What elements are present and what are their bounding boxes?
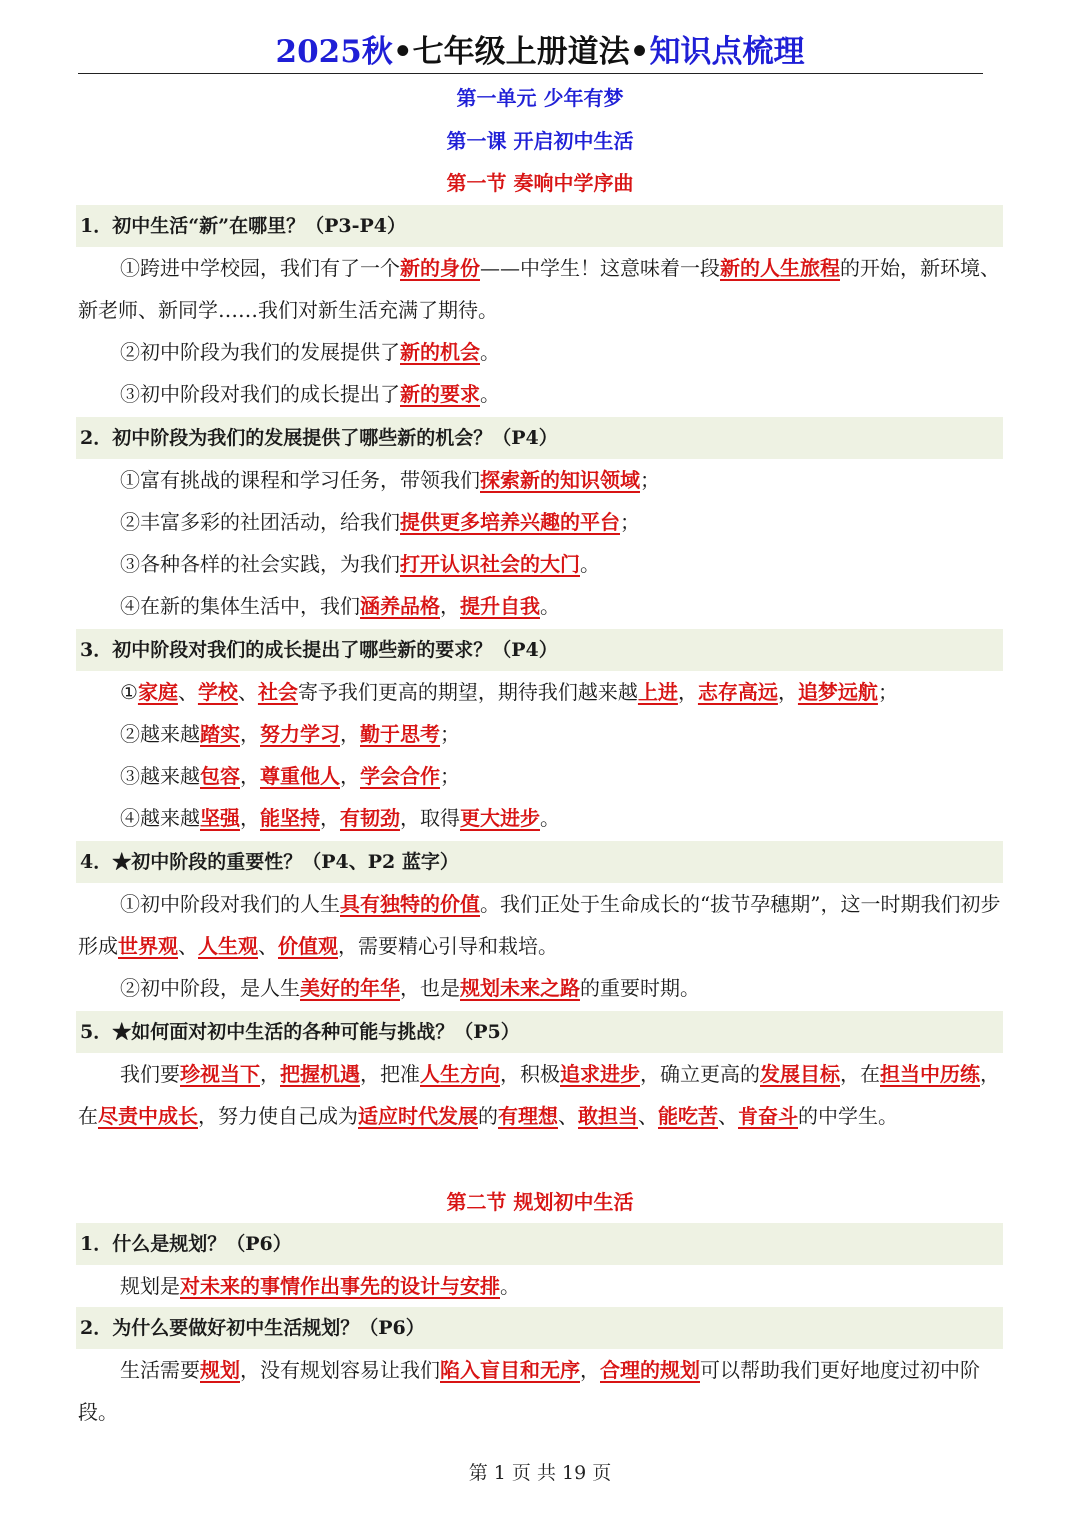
plain-text: ，	[777, 680, 798, 704]
plain-text: 的中学生。	[798, 1104, 898, 1128]
keyword-highlight: 提供更多培养兴趣的平台	[400, 510, 620, 534]
plain-text: 、	[258, 934, 278, 958]
answer-paragraph	[78, 331, 1003, 373]
plain-text: 、	[178, 934, 198, 958]
page-title: 2025秋•七年级上册道法•知识点梳理	[275, 34, 805, 70]
keyword-highlight: 追梦远航	[797, 680, 878, 704]
plain-text: ；	[877, 680, 898, 704]
plain-text: 生活需要	[120, 1358, 200, 1382]
plain-text: ；	[640, 468, 660, 492]
keyword-highlight: 包容	[200, 764, 240, 788]
plain-text: 我们要	[120, 1062, 180, 1086]
plain-text: ，努力使自己成为	[198, 1104, 358, 1128]
plain-text: ①	[120, 680, 138, 704]
plain-text: ，	[440, 594, 460, 618]
question-heading: 1．初中生活“新”在哪里？（P3-P4）	[76, 205, 1003, 247]
plain-text: 。	[580, 552, 600, 576]
answer-paragraph	[78, 797, 1003, 839]
plain-text: ——中学生！这意味着一段	[480, 256, 720, 280]
plain-text: 。	[480, 340, 500, 364]
question-heading: 2．为什么要做好初中生活规划？（P6）	[76, 1307, 1003, 1349]
plain-text: 、	[638, 1104, 658, 1128]
plain-text: 的重要时期。	[580, 976, 700, 1000]
plain-text: ，在	[78, 1062, 1000, 1128]
question-heading: 3．初中阶段对我们的成长提出了哪些新的要求？（P4）	[76, 629, 1003, 671]
keyword-highlight: 提升自我	[460, 594, 540, 618]
plain-text: ，没有规划容易让我们	[240, 1358, 440, 1382]
plain-text: ①富有挑战的课程和学习任务，带领我们	[120, 468, 480, 492]
plain-text: ②丰富多彩的社团活动，给我们	[120, 510, 400, 534]
section-title-1: 第一节 奏响中学序曲	[446, 171, 634, 195]
plain-text: ；	[440, 764, 460, 788]
question-heading: 1．什么是规划？（P6）	[76, 1223, 1003, 1265]
plain-text: 、	[558, 1104, 578, 1128]
keyword-highlight: 探索新的知识领域	[480, 468, 640, 492]
plain-text: ，把准	[360, 1062, 420, 1086]
keyword-highlight: 人生观	[198, 934, 258, 958]
answer-paragraph	[78, 1349, 1003, 1433]
answer-paragraph	[78, 543, 1003, 585]
keyword-highlight: 规划未来之路	[460, 976, 580, 1000]
plain-text: ；	[440, 722, 460, 746]
keyword-highlight: 发展目标	[760, 1062, 840, 1086]
plain-text: ，	[580, 1358, 600, 1382]
plain-text: ，	[340, 764, 360, 788]
keyword-highlight: 打开认识社会的大门	[400, 552, 580, 576]
keyword-highlight: 珍视当下	[180, 1062, 260, 1086]
keyword-highlight: 担当中历练	[880, 1062, 980, 1086]
keyword-highlight: 新的身份	[400, 256, 480, 280]
keyword-highlight: 努力学习	[260, 722, 340, 746]
keyword-highlight: 踏实	[200, 722, 240, 746]
plain-text: 的开始，新环境、新老师、新同学……我们对新生活充满了期待。	[78, 256, 1000, 322]
plain-text: ，	[340, 722, 360, 746]
keyword-highlight: 涵养品格	[360, 594, 440, 618]
plain-text: 。	[500, 1274, 520, 1298]
plain-text: ，取得	[400, 806, 460, 830]
unit-title: 第一单元 少年有梦	[456, 86, 624, 110]
question-heading: 5．★如何面对初中生活的各种可能与挑战？（P5）	[76, 1011, 1003, 1053]
answer-paragraph	[78, 1053, 1003, 1137]
answer-paragraph	[78, 501, 1003, 543]
section-title-2: 第二节 规划初中生活	[446, 1190, 634, 1214]
plain-text: 可以帮助我们更好地度过初中阶段。	[78, 1358, 980, 1424]
keyword-highlight: 有理想	[498, 1104, 558, 1128]
answer-paragraph	[78, 671, 1003, 713]
keyword-highlight: 美好的年华	[300, 976, 400, 1000]
keyword-highlight: 学会合作	[360, 764, 440, 788]
keyword-highlight: 对未来的事情作出事先的设计与安排	[180, 1274, 500, 1298]
plain-text: ，	[240, 764, 260, 788]
plain-text: ，也是	[400, 976, 460, 1000]
plain-text: ，	[240, 806, 260, 830]
question-heading: 4．★初中阶段的重要性？（P4、P2 蓝字）	[76, 841, 1003, 883]
keyword-highlight: 能坚持	[260, 806, 320, 830]
keyword-highlight: 追求进步	[560, 1062, 640, 1086]
plain-text: 、	[237, 680, 258, 704]
keyword-highlight: 肯奋斗	[738, 1104, 798, 1128]
plain-text: 。我们正处于生命成长的“拔节孕穗期”，这一时期我们初步形成	[78, 892, 1001, 958]
plain-text: ③各种各样的社会实践，为我们	[120, 552, 400, 576]
answer-paragraph	[78, 755, 1003, 797]
keyword-highlight: 世界观	[118, 934, 178, 958]
answer-paragraph	[78, 713, 1003, 755]
answer-paragraph	[78, 883, 1003, 967]
question-heading: 2．初中阶段为我们的发展提供了哪些新的机会？（P4）	[76, 417, 1003, 459]
keyword-highlight: 勤于思考	[360, 722, 440, 746]
keyword-highlight: 新的要求	[400, 382, 480, 406]
keyword-highlight: 把握机遇	[280, 1062, 360, 1086]
plain-text: ③越来越	[120, 764, 200, 788]
plain-text: ②越来越	[120, 722, 200, 746]
keyword-highlight: 有韧劲	[340, 806, 400, 830]
plain-text: 、	[718, 1104, 738, 1128]
plain-text: 、	[177, 680, 198, 704]
keyword-highlight: 社会	[257, 680, 298, 704]
page-number: 第 1 页 共 19 页	[468, 1462, 612, 1484]
plain-text: ①初中阶段对我们的人生	[120, 892, 340, 916]
keyword-highlight: 学校	[197, 680, 238, 704]
keyword-highlight: 规划	[200, 1358, 240, 1382]
keyword-highlight: 更大进步	[460, 806, 540, 830]
plain-text: ，	[240, 722, 260, 746]
plain-text: 。	[480, 382, 500, 406]
plain-text: ，在	[840, 1062, 880, 1086]
plain-text: ，	[677, 680, 698, 704]
keyword-highlight: 家庭	[137, 680, 178, 704]
plain-text: ，	[260, 1062, 280, 1086]
keyword-highlight: 志存高远	[697, 680, 778, 704]
keyword-highlight: 合理的规划	[600, 1358, 700, 1382]
answer-paragraph	[78, 373, 1003, 415]
plain-text: ③初中阶段对我们的成长提出了	[120, 382, 400, 406]
keyword-highlight: 能吃苦	[658, 1104, 718, 1128]
keyword-highlight: 坚强	[200, 806, 240, 830]
plain-text: ①跨进中学校园，我们有了一个	[120, 256, 400, 280]
keyword-highlight: 尊重他人	[260, 764, 340, 788]
plain-text: ，需要精心引导和栽培。	[338, 934, 558, 958]
keyword-highlight: 陷入盲目和无序	[440, 1358, 580, 1382]
plain-text: 的	[478, 1104, 498, 1128]
keyword-highlight: 新的人生旅程	[720, 256, 840, 280]
plain-text: ②初中阶段，是人生	[120, 976, 300, 1000]
keyword-highlight: 适应时代发展	[358, 1104, 478, 1128]
plain-text: ，	[320, 806, 340, 830]
keyword-highlight: 上进	[637, 680, 678, 704]
plain-text: 寄予我们更高的期望，期待我们越来越	[297, 680, 638, 704]
keyword-highlight: 具有独特的价值	[340, 892, 480, 916]
plain-text: ；	[620, 510, 640, 534]
plain-text: ，确立更高的	[640, 1062, 760, 1086]
answer-paragraph	[78, 967, 1003, 1009]
answer-paragraph	[78, 1265, 1003, 1307]
keyword-highlight: 尽责中成长	[98, 1104, 198, 1128]
answer-paragraph	[78, 247, 1003, 331]
lesson-title: 第一课 开启初中生活	[446, 129, 634, 153]
keyword-highlight: 价值观	[278, 934, 338, 958]
keyword-highlight: 人生方向	[420, 1062, 500, 1086]
answer-paragraph	[78, 585, 1003, 627]
plain-text: ④越来越	[120, 806, 200, 830]
plain-text: ④在新的集体生活中，我们	[120, 594, 360, 618]
plain-text: ②初中阶段为我们的发展提供了	[120, 340, 400, 364]
plain-text: ，积极	[500, 1062, 560, 1086]
plain-text: 规划是	[120, 1274, 180, 1298]
keyword-highlight: 敢担当	[578, 1104, 638, 1128]
keyword-highlight: 新的机会	[400, 340, 480, 364]
plain-text: 。	[540, 806, 560, 830]
title-underline	[78, 73, 983, 74]
plain-text: 。	[540, 594, 560, 618]
answer-paragraph	[78, 459, 1003, 501]
